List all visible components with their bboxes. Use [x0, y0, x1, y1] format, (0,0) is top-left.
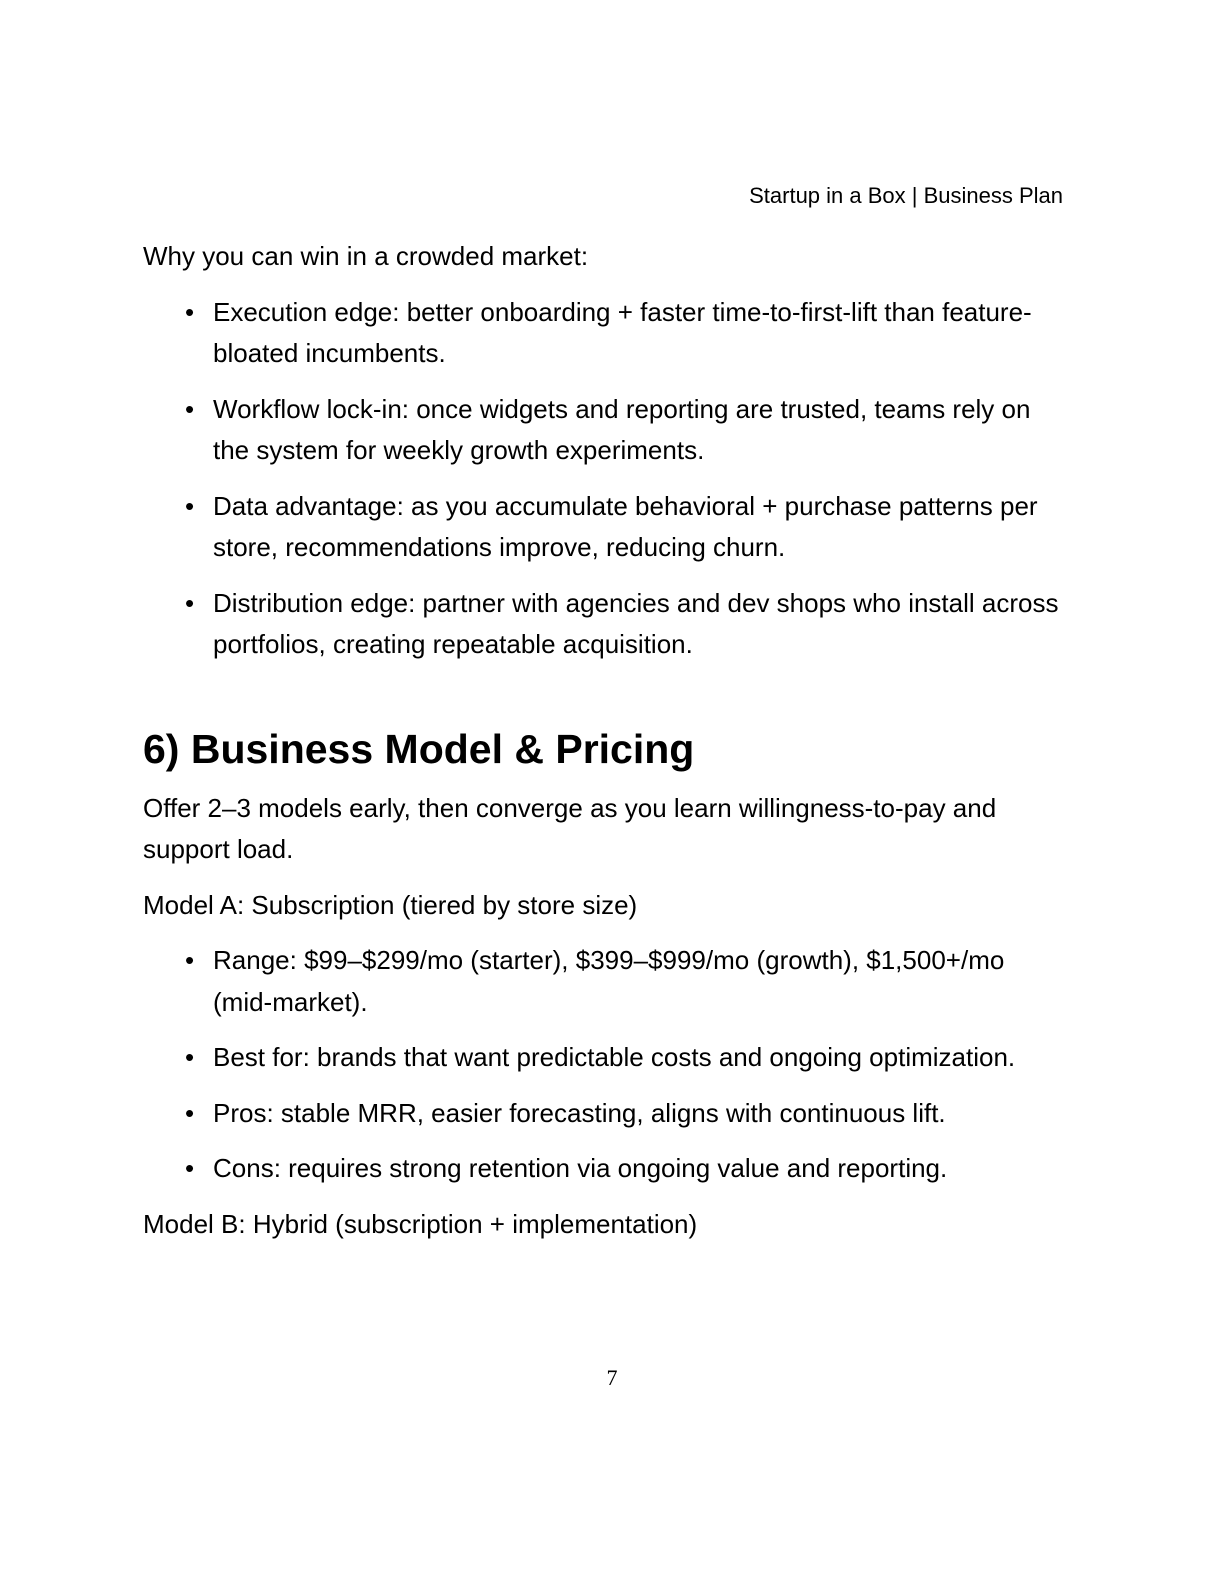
list-item-text: Workflow lock-in: once widgets and reporting are trusted, teams rely on the system for weekly growth experiments.: [213, 393, 1031, 465]
page-number: 7: [606, 1365, 618, 1390]
list-item: [143, 389, 1068, 472]
model-a-title: Model A: Subscription (tiered by store size): [143, 889, 638, 920]
section-heading: 6) Business Model & Pricing: [143, 725, 695, 772]
win-bullet-list: [143, 292, 1068, 666]
bullet-glyph: •: [185, 1042, 195, 1072]
list-item: [143, 1093, 1068, 1135]
bullet-glyph: •: [185, 1153, 195, 1183]
model-b-title: Model B: Hybrid (subscription + implementation): [143, 1208, 698, 1239]
section-lead-paragraph: Offer 2–3 models early, then converge as you learn willingness-to-pay and support load.: [143, 792, 997, 864]
intro-paragraph: Why you can win in a crowded market:: [143, 241, 589, 271]
bullet-glyph: •: [185, 490, 195, 521]
bullet-glyph: •: [185, 1097, 195, 1128]
list-item-text: Cons: requires strong retention via ongoing value and reporting.: [213, 1153, 948, 1183]
list-item: [143, 292, 1068, 375]
list-item-text: Distribution edge: partner with agencies and dev shops who install across portfolios, creating repeatable acquisition.: [213, 587, 1059, 659]
list-item-text: Best for: brands that want predictable costs and ongoing optimization.: [213, 1042, 1016, 1072]
list-item-text: Data advantage: as you accumulate behavioral + purchase patterns per store, recommendations improve, reducing churn.: [213, 490, 1038, 562]
bullet-glyph: •: [185, 393, 195, 424]
running-header: Startup in a Box | Business Plan: [749, 183, 1063, 208]
list-item: [143, 940, 1068, 1023]
bullet-glyph: •: [185, 296, 195, 327]
list-item: [143, 486, 1068, 569]
list-item: [143, 583, 1068, 666]
list-item-text: Pros: stable MRR, easier forecasting, aligns with continuous lift.: [213, 1097, 946, 1128]
model-a-bullet-list: [143, 940, 1068, 1190]
list-item-text: Execution edge: better onboarding + faster time-to-first-lift than feature-bloated incumbents.: [213, 296, 1032, 368]
list-item: [143, 1148, 1068, 1190]
bullet-glyph: •: [185, 587, 195, 618]
list-item: [143, 1037, 1068, 1079]
list-item-text: Range: $99–$299/mo (starter), $399–$999/mo (growth), $1,500+/mo (mid-market).: [213, 945, 1005, 1017]
bullet-glyph: •: [185, 945, 195, 975]
page-content: [143, 236, 1068, 1259]
